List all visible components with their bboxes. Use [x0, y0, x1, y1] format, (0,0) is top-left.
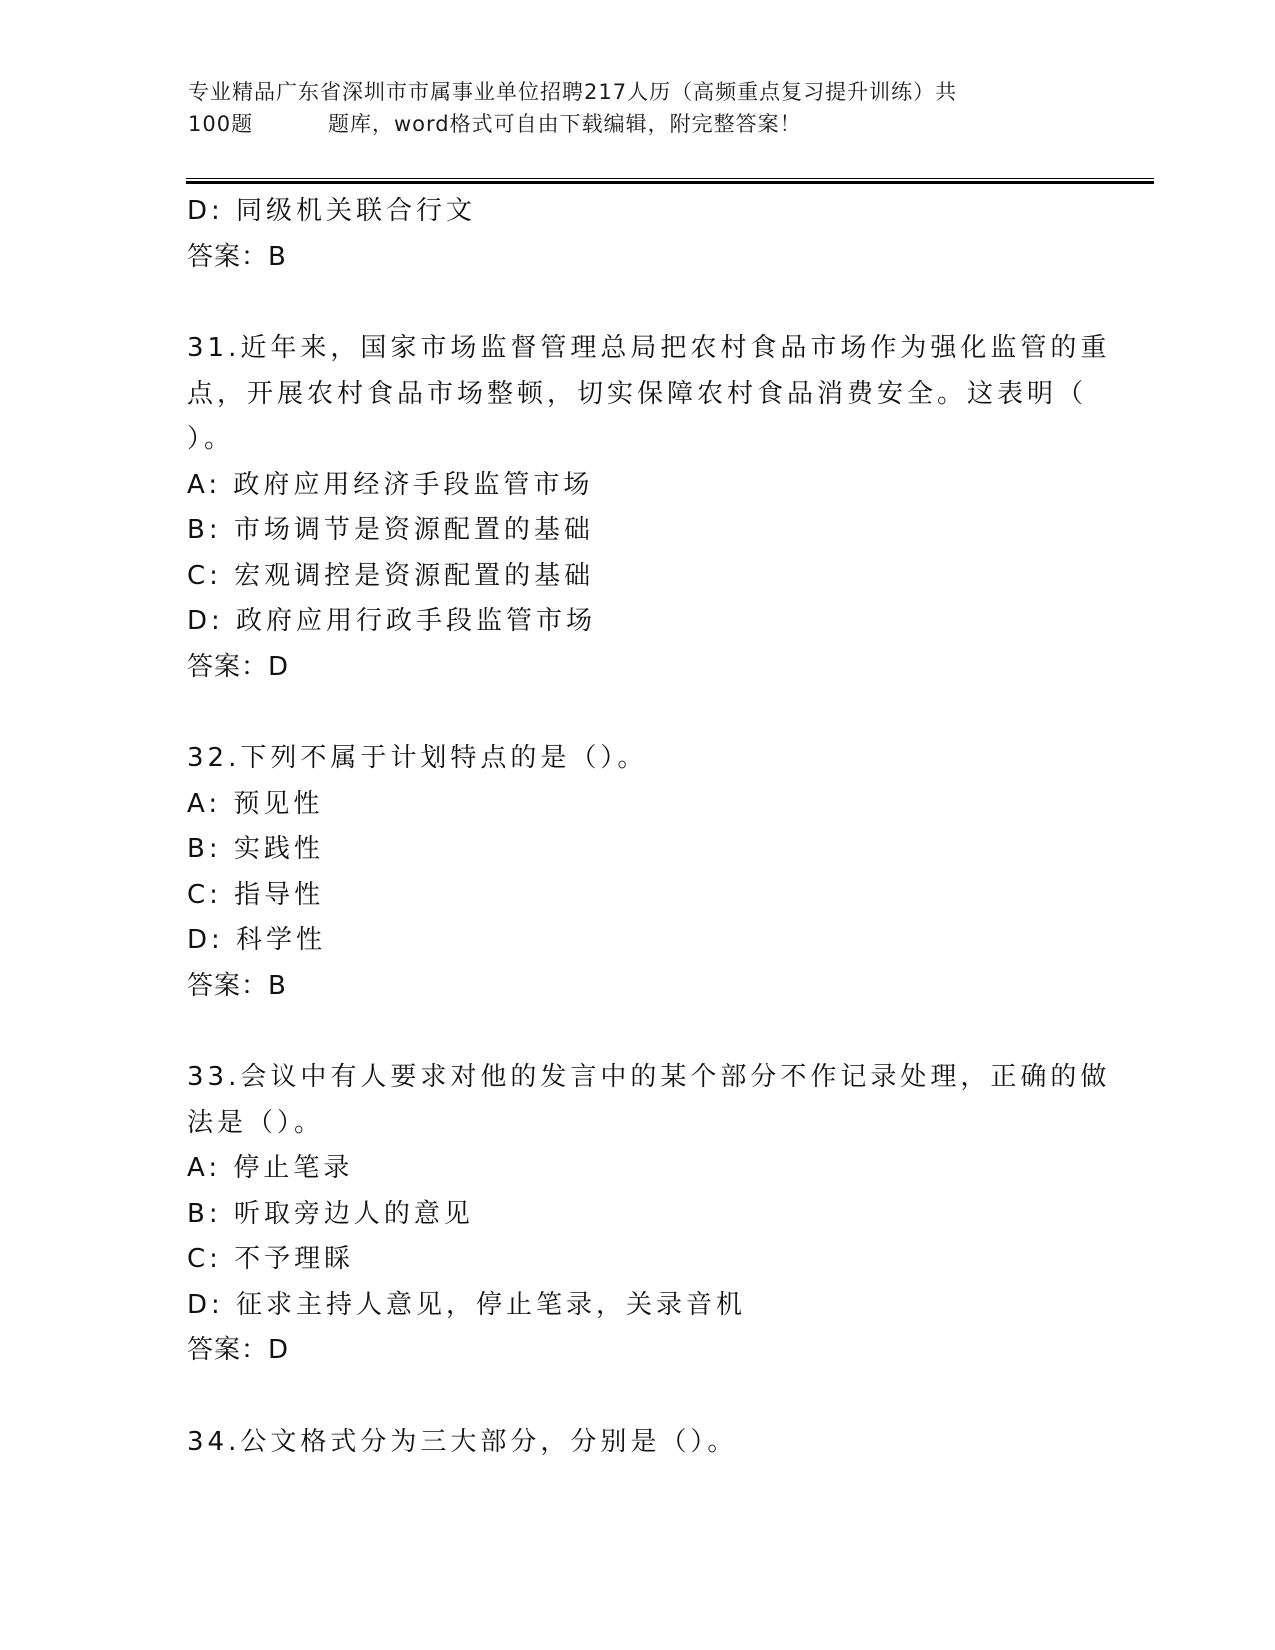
q33-option-b: B: 听取旁边人的意见 — [187, 1198, 474, 1229]
q32-answer: 答案：B — [187, 970, 287, 1001]
spacer — [187, 1009, 1087, 1055]
q31-stem-line: 点，开展农村食品市场整顿，切实保障农村食品消费安全。这表明（ — [187, 378, 1088, 409]
header-question-count: 100题 — [188, 112, 254, 136]
q30-option-d: D: 同级机关联合行文 — [187, 196, 477, 226]
q33-stem-line: 33.会议中有人要求对他的发言中的某个部分不作记录处理，正确的做 — [187, 1062, 1111, 1092]
question-content — [187, 189, 1111, 1465]
question-34 — [187, 1420, 1087, 1466]
q31-stem-line: 31.近年来，国家市场监督管理总局把农村食品市场作为强化监管的重 — [187, 333, 1111, 363]
q32-option-c: C: 指导性 — [187, 879, 325, 910]
q31-option-b: B: 市场调节是资源配置的基础 — [187, 515, 594, 545]
q32-option-a: A: 预见性 — [187, 788, 324, 819]
spacer — [187, 1374, 1087, 1420]
spacer — [187, 280, 1087, 326]
question-33 — [187, 1055, 1111, 1374]
page-header — [188, 76, 1068, 140]
spacer — [187, 690, 1087, 736]
q31-stem-line: ）。 — [187, 424, 235, 454]
q33-option-a: A: 停止笔录 — [187, 1153, 354, 1183]
header-divider-thick — [186, 181, 1154, 184]
question-32 — [187, 736, 1087, 1009]
q32-option-d: D: 科学性 — [187, 925, 327, 955]
header-title-line1: 专业精品广东省深圳市市属事业单位招聘217人历（高频重点复习提升训练）共 — [188, 80, 958, 104]
header-description: 题库，word格式可自由下载编辑，附完整答案！ — [328, 112, 802, 136]
q33-answer: 答案：D — [187, 1335, 290, 1365]
q32-option-b: B: 实践性 — [187, 834, 324, 864]
q34-stem-line: 34.公文格式分为三大部分，分别是（）。 — [187, 1426, 738, 1457]
q31-option-a: A: 政府应用经济手段监管市场 — [187, 469, 594, 500]
q31-answer: 答案：D — [187, 651, 290, 682]
question-31 — [187, 326, 1111, 690]
q33-stem-line: 法是（）。 — [187, 1107, 325, 1138]
header-title-line2 — [188, 108, 1068, 140]
header-divider-thin — [186, 178, 1154, 179]
q33-option-c: C: 不予理睬 — [187, 1244, 355, 1274]
q32-stem-line: 32.下列不属于计划特点的是（）。 — [187, 743, 648, 773]
q31-option-d: D: 政府应用行政手段监管市场 — [187, 606, 597, 636]
q31-option-c: C: 宏观调控是资源配置的基础 — [187, 560, 595, 591]
q30-answer: 答案：B — [187, 241, 287, 272]
q33-option-d: D: 征求主持人意见，停止笔录，关录音机 — [187, 1289, 747, 1320]
